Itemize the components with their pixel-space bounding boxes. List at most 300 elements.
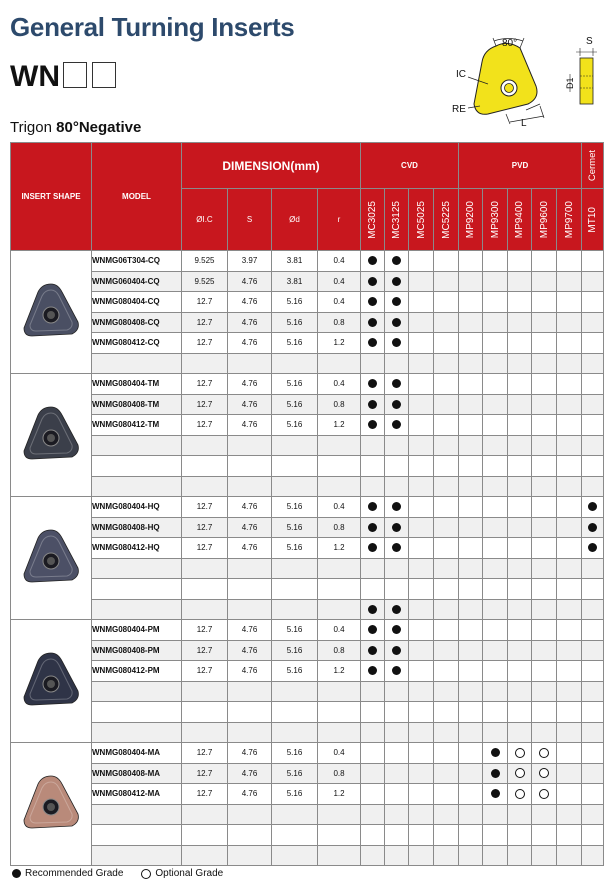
grade-cell — [361, 497, 385, 518]
dimension-cell: 5.16 — [272, 394, 318, 415]
grade-cell — [508, 394, 532, 415]
grade-cell — [532, 312, 557, 333]
dimension-cell — [272, 702, 318, 723]
grade-cell — [434, 743, 459, 764]
grade-cell — [459, 599, 483, 620]
grade-cell — [582, 333, 604, 354]
dimension-cell: 12.7 — [182, 620, 228, 641]
table-row — [11, 681, 604, 702]
dimension-cell: 0.8 — [318, 763, 361, 784]
dimension-cell — [318, 681, 361, 702]
grade-cell — [532, 435, 557, 456]
recommended-grade-icon — [368, 543, 377, 552]
dimension-cell — [272, 579, 318, 600]
grade-cell — [483, 804, 508, 825]
dimension-cell: 4.76 — [228, 640, 272, 661]
grade-cell — [557, 763, 582, 784]
grade-cell — [557, 804, 582, 825]
grade-cell — [385, 292, 409, 313]
dimension-cell: 12.7 — [182, 661, 228, 682]
grade-cell — [532, 681, 557, 702]
recommended-grade-icon — [368, 502, 377, 511]
dimension-cell — [272, 825, 318, 846]
grade-cell — [409, 825, 434, 846]
insert-shape-cell — [11, 374, 92, 497]
side-view-icon — [570, 48, 597, 104]
dimension-cell — [228, 353, 272, 374]
grade-cell — [582, 845, 604, 866]
grade-cell — [459, 333, 483, 354]
grade-cell — [508, 845, 532, 866]
grade-cell — [459, 394, 483, 415]
dimension-cell: 4.76 — [228, 517, 272, 538]
grade-cell — [385, 825, 409, 846]
table-row — [11, 620, 604, 641]
recommended-grade-icon — [491, 769, 500, 778]
table-row — [11, 661, 604, 682]
dimension-cell: 5.16 — [272, 497, 318, 518]
grade-cell — [483, 353, 508, 374]
grade-cell — [361, 599, 385, 620]
grade-cell — [483, 292, 508, 313]
grade-cell — [434, 251, 459, 272]
grade-cell — [459, 661, 483, 682]
grade-cell — [483, 374, 508, 395]
grade-cell — [459, 292, 483, 313]
grade-cell — [361, 825, 385, 846]
dimension-cell: 5.16 — [272, 784, 318, 805]
dimension-cell — [182, 579, 228, 600]
grade-cell — [385, 497, 409, 518]
dimension-cell: 4.76 — [228, 538, 272, 559]
dimension-cell: 4.76 — [228, 661, 272, 682]
grade-cell — [582, 456, 604, 477]
grade-cell — [385, 251, 409, 272]
table-row — [11, 763, 604, 784]
grade-cell — [557, 333, 582, 354]
grade-cell — [459, 743, 483, 764]
recommended-grade-icon — [392, 297, 401, 306]
model-cell: WNMG080404-MA — [92, 743, 182, 764]
grade-cell — [361, 271, 385, 292]
dimension-cell: 5.16 — [272, 620, 318, 641]
recommended-grade-icon — [368, 523, 377, 532]
grade-cell — [483, 702, 508, 723]
grade-cell — [434, 517, 459, 538]
grade-col-header: MC5225 — [434, 189, 459, 251]
insert-diagram — [448, 34, 608, 134]
dimension-cell — [182, 435, 228, 456]
grade-cell — [409, 517, 434, 538]
dimension-col-header: ØI.C — [182, 189, 228, 251]
grade-cell — [483, 517, 508, 538]
grade-cell — [483, 845, 508, 866]
dimension-cell — [182, 456, 228, 477]
grade-cell — [532, 415, 557, 436]
dimension-cell: 4.76 — [228, 620, 272, 641]
dimension-cell: 12.7 — [182, 312, 228, 333]
grade-cell — [459, 271, 483, 292]
dimension-cell: 12.7 — [182, 763, 228, 784]
dimension-cell: 5.16 — [272, 374, 318, 395]
grade-cell — [508, 497, 532, 518]
dimension-cell: 4.76 — [228, 497, 272, 518]
grade-cell — [483, 312, 508, 333]
grade-cell — [361, 702, 385, 723]
grade-cell — [409, 620, 434, 641]
grade-cell — [409, 804, 434, 825]
grade-cell — [532, 579, 557, 600]
recommended-grade-icon — [392, 543, 401, 552]
dimension-cell: 0.8 — [318, 517, 361, 538]
grade-cell — [483, 435, 508, 456]
trigon-drawing-icon — [468, 38, 544, 124]
dimension-cell: 4.76 — [228, 374, 272, 395]
grade-cell — [434, 456, 459, 477]
grade-cell — [385, 374, 409, 395]
grade-cell — [582, 620, 604, 641]
grade-col-header: MC3125 — [385, 189, 409, 251]
table-row — [11, 394, 604, 415]
grade-cell — [582, 784, 604, 805]
grade-cell — [434, 394, 459, 415]
grade-cell — [582, 825, 604, 846]
dimension-cell: 1.2 — [318, 333, 361, 354]
trigon-insert-tm-icon — [20, 403, 82, 465]
trigon-insert-hq-icon — [20, 526, 82, 588]
grade-cell — [361, 517, 385, 538]
grade-cell — [483, 476, 508, 497]
grade-cell — [557, 784, 582, 805]
grade-cell — [508, 763, 532, 784]
grade-cell — [557, 722, 582, 743]
grade-cell — [434, 538, 459, 559]
grade-cell — [459, 538, 483, 559]
grade-cell — [557, 312, 582, 333]
grade-col-header: MP9400 — [508, 189, 532, 251]
dimension-col-header: S — [228, 189, 272, 251]
grade-cell — [459, 825, 483, 846]
dimension-cell: 0.4 — [318, 620, 361, 641]
grade-cell — [409, 497, 434, 518]
dimension-cell — [182, 353, 228, 374]
grade-cell — [582, 271, 604, 292]
dimension-cell: 4.76 — [228, 415, 272, 436]
recommended-grade-icon — [368, 400, 377, 409]
grade-cell — [532, 702, 557, 723]
dimension-cell — [182, 804, 228, 825]
model-cell — [92, 681, 182, 702]
model-cell: WNMG060404-CQ — [92, 271, 182, 292]
recommended-grade-icon — [392, 605, 401, 614]
table-row — [11, 476, 604, 497]
dimension-cell — [228, 825, 272, 846]
grade-cell — [361, 538, 385, 559]
grade-cell — [508, 702, 532, 723]
dimension-cell: 5.16 — [272, 763, 318, 784]
dimension-cell: 12.7 — [182, 640, 228, 661]
grade-cell — [385, 804, 409, 825]
optional-grade-icon — [539, 768, 549, 778]
angle-label: 80° — [502, 38, 518, 49]
optional-grade-icon — [515, 748, 525, 758]
subtitle-angle: 80°Negative — [56, 119, 142, 136]
grade-cell — [582, 743, 604, 764]
recommended-grade-icon — [368, 605, 377, 614]
dimension-cell — [318, 845, 361, 866]
grade-cell — [557, 640, 582, 661]
model-cell — [92, 702, 182, 723]
grade-cell — [582, 538, 604, 559]
table-row — [11, 825, 604, 846]
dimension-cell: 5.16 — [272, 517, 318, 538]
recommended-grade-icon — [588, 543, 597, 552]
grade-cell — [385, 579, 409, 600]
table-row — [11, 784, 604, 805]
open-circle-icon — [141, 869, 151, 879]
grade-cell — [434, 825, 459, 846]
dimension-cell — [318, 558, 361, 579]
dimension-cell — [228, 804, 272, 825]
recommended-grade-icon — [368, 666, 377, 675]
grade-cell — [459, 579, 483, 600]
optional-grade-icon — [539, 789, 549, 799]
dimension-cell — [182, 558, 228, 579]
grade-cell — [434, 640, 459, 661]
grade-cell — [582, 476, 604, 497]
recommended-grade-icon — [392, 625, 401, 634]
dimension-cell — [318, 804, 361, 825]
grade-cell — [434, 763, 459, 784]
cvd-header: CVD — [361, 143, 459, 189]
grade-cell — [508, 599, 532, 620]
dimension-cell — [182, 681, 228, 702]
recommended-grade-icon — [392, 420, 401, 429]
recommended-grade-icon — [392, 318, 401, 327]
d1-label: D1 — [565, 77, 575, 89]
table-row — [11, 435, 604, 456]
grade-cell — [409, 579, 434, 600]
grade-cell — [459, 353, 483, 374]
grade-cell — [557, 435, 582, 456]
grade-cell — [582, 415, 604, 436]
grade-cell — [582, 374, 604, 395]
dimension-cell — [318, 435, 361, 456]
grade-cell — [483, 722, 508, 743]
grade-cell — [582, 702, 604, 723]
grade-cell — [582, 804, 604, 825]
grade-cell — [483, 825, 508, 846]
grade-cell — [508, 271, 532, 292]
recommended-grade-icon — [368, 338, 377, 347]
filled-circle-icon — [12, 869, 21, 878]
optional-grade-icon — [539, 748, 549, 758]
grade-cell — [508, 538, 532, 559]
page-title: General Turning Inserts — [10, 12, 295, 42]
grade-cell — [483, 640, 508, 661]
grade-cell — [532, 763, 557, 784]
grade-cell — [483, 599, 508, 620]
grade-cell — [434, 702, 459, 723]
grade-cell — [459, 640, 483, 661]
grade-cell — [361, 620, 385, 641]
model-cell — [92, 456, 182, 477]
dimension-cell: 12.7 — [182, 333, 228, 354]
dimension-cell: 5.16 — [272, 538, 318, 559]
dimension-cell: 4.76 — [228, 394, 272, 415]
insert-shape-cell — [11, 497, 92, 620]
grade-cell — [434, 620, 459, 641]
insert-shape-cell — [11, 620, 92, 743]
dimension-cell: 5.16 — [272, 292, 318, 313]
grade-cell — [385, 784, 409, 805]
grade-cell — [459, 804, 483, 825]
model-cell: WNMG06T304-CQ — [92, 251, 182, 272]
recommended-grade-icon — [392, 502, 401, 511]
table-row — [11, 702, 604, 723]
grade-col-header: MC3025 — [361, 189, 385, 251]
grade-cell — [409, 333, 434, 354]
grade-cell — [434, 681, 459, 702]
dimension-cell: 0.4 — [318, 743, 361, 764]
grade-col-header: MP9700 — [557, 189, 582, 251]
grade-cell — [557, 702, 582, 723]
grade-cell — [409, 415, 434, 436]
grade-cell — [409, 599, 434, 620]
grade-cell — [557, 579, 582, 600]
grade-cell — [582, 558, 604, 579]
re-label: RE — [452, 104, 466, 115]
grade-cell — [459, 681, 483, 702]
grade-cell — [409, 476, 434, 497]
grade-cell — [557, 394, 582, 415]
model-cell — [92, 845, 182, 866]
dimension-cell: 0.4 — [318, 497, 361, 518]
table-row — [11, 579, 604, 600]
recommended-grade-icon — [368, 277, 377, 286]
dimension-cell — [272, 353, 318, 374]
grade-cell — [409, 312, 434, 333]
grade-cell — [434, 476, 459, 497]
grade-cell — [361, 333, 385, 354]
grade-cell — [434, 415, 459, 436]
grade-cell — [483, 251, 508, 272]
grade-cell — [582, 394, 604, 415]
grade-cell — [361, 845, 385, 866]
grade-cell — [508, 333, 532, 354]
grade-cell — [361, 374, 385, 395]
dimension-cell: 5.16 — [272, 415, 318, 436]
insert-subtitle — [10, 119, 141, 136]
grade-cell — [361, 681, 385, 702]
model-cell: WNMG080412-TM — [92, 415, 182, 436]
dimension-cell: 0.4 — [318, 271, 361, 292]
pvd-header: PVD — [459, 143, 582, 189]
model-cell: WNMG080408-TM — [92, 394, 182, 415]
dimension-cell: 1.2 — [318, 661, 361, 682]
grade-cell — [532, 825, 557, 846]
trigon-insert-pm-icon — [20, 649, 82, 711]
grade-cell — [434, 374, 459, 395]
dimension-cell — [318, 456, 361, 477]
grade-cell — [409, 292, 434, 313]
dimension-cell: 4.76 — [228, 292, 272, 313]
grade-cell — [532, 620, 557, 641]
model-cell: WNMG080404-PM — [92, 620, 182, 641]
grade-cell — [557, 599, 582, 620]
grade-cell — [508, 292, 532, 313]
dimension-cell: 0.8 — [318, 394, 361, 415]
grade-cell — [508, 825, 532, 846]
model-cell — [92, 825, 182, 846]
model-cell — [92, 435, 182, 456]
grade-cell — [361, 476, 385, 497]
grade-cell — [532, 640, 557, 661]
grade-cell — [409, 374, 434, 395]
dimension-cell: 5.16 — [272, 743, 318, 764]
dimension-cell — [318, 353, 361, 374]
dimension-cell — [318, 702, 361, 723]
insert-shape-header: INSERT SHAPE — [11, 143, 92, 251]
grade-cell — [582, 435, 604, 456]
grade-cell — [557, 558, 582, 579]
grade-cell — [582, 681, 604, 702]
dimension-cell — [228, 476, 272, 497]
grade-cell — [508, 435, 532, 456]
grade-cell — [532, 845, 557, 866]
grade-cell — [434, 804, 459, 825]
model-cell — [92, 579, 182, 600]
dimension-cell: 3.81 — [272, 271, 318, 292]
grade-cell — [434, 333, 459, 354]
grade-col-header: MP9600 — [532, 189, 557, 251]
grade-cell — [582, 640, 604, 661]
grade-cell — [582, 722, 604, 743]
grade-cell — [508, 517, 532, 538]
grade-cell — [385, 415, 409, 436]
dimension-cell: 1.2 — [318, 784, 361, 805]
grade-cell — [409, 681, 434, 702]
grade-cell — [582, 353, 604, 374]
dimension-cell: 3.81 — [272, 251, 318, 272]
dimension-cell: 5.16 — [272, 640, 318, 661]
grade-cell — [459, 517, 483, 538]
s-label: S — [586, 36, 593, 47]
grade-cell — [483, 415, 508, 436]
dimension-cell — [272, 804, 318, 825]
insert-code: WN — [10, 60, 60, 93]
grade-cell — [459, 415, 483, 436]
grade-cell — [557, 353, 582, 374]
dimension-cell — [318, 599, 361, 620]
grade-cell — [434, 599, 459, 620]
dimension-cell — [228, 599, 272, 620]
grade-cell — [508, 620, 532, 641]
grade-cell — [385, 681, 409, 702]
grade-cell — [361, 743, 385, 764]
recommended-grade-icon — [588, 502, 597, 511]
grade-cell — [483, 661, 508, 682]
grade-cell — [557, 845, 582, 866]
grade-cell — [557, 456, 582, 477]
grade-cell — [483, 394, 508, 415]
model-cell: WNMG080412-MA — [92, 784, 182, 805]
grade-cell — [409, 251, 434, 272]
grade-cell — [508, 251, 532, 272]
grade-cell — [532, 599, 557, 620]
recommended-grade-icon — [491, 748, 500, 757]
table-row — [11, 271, 604, 292]
